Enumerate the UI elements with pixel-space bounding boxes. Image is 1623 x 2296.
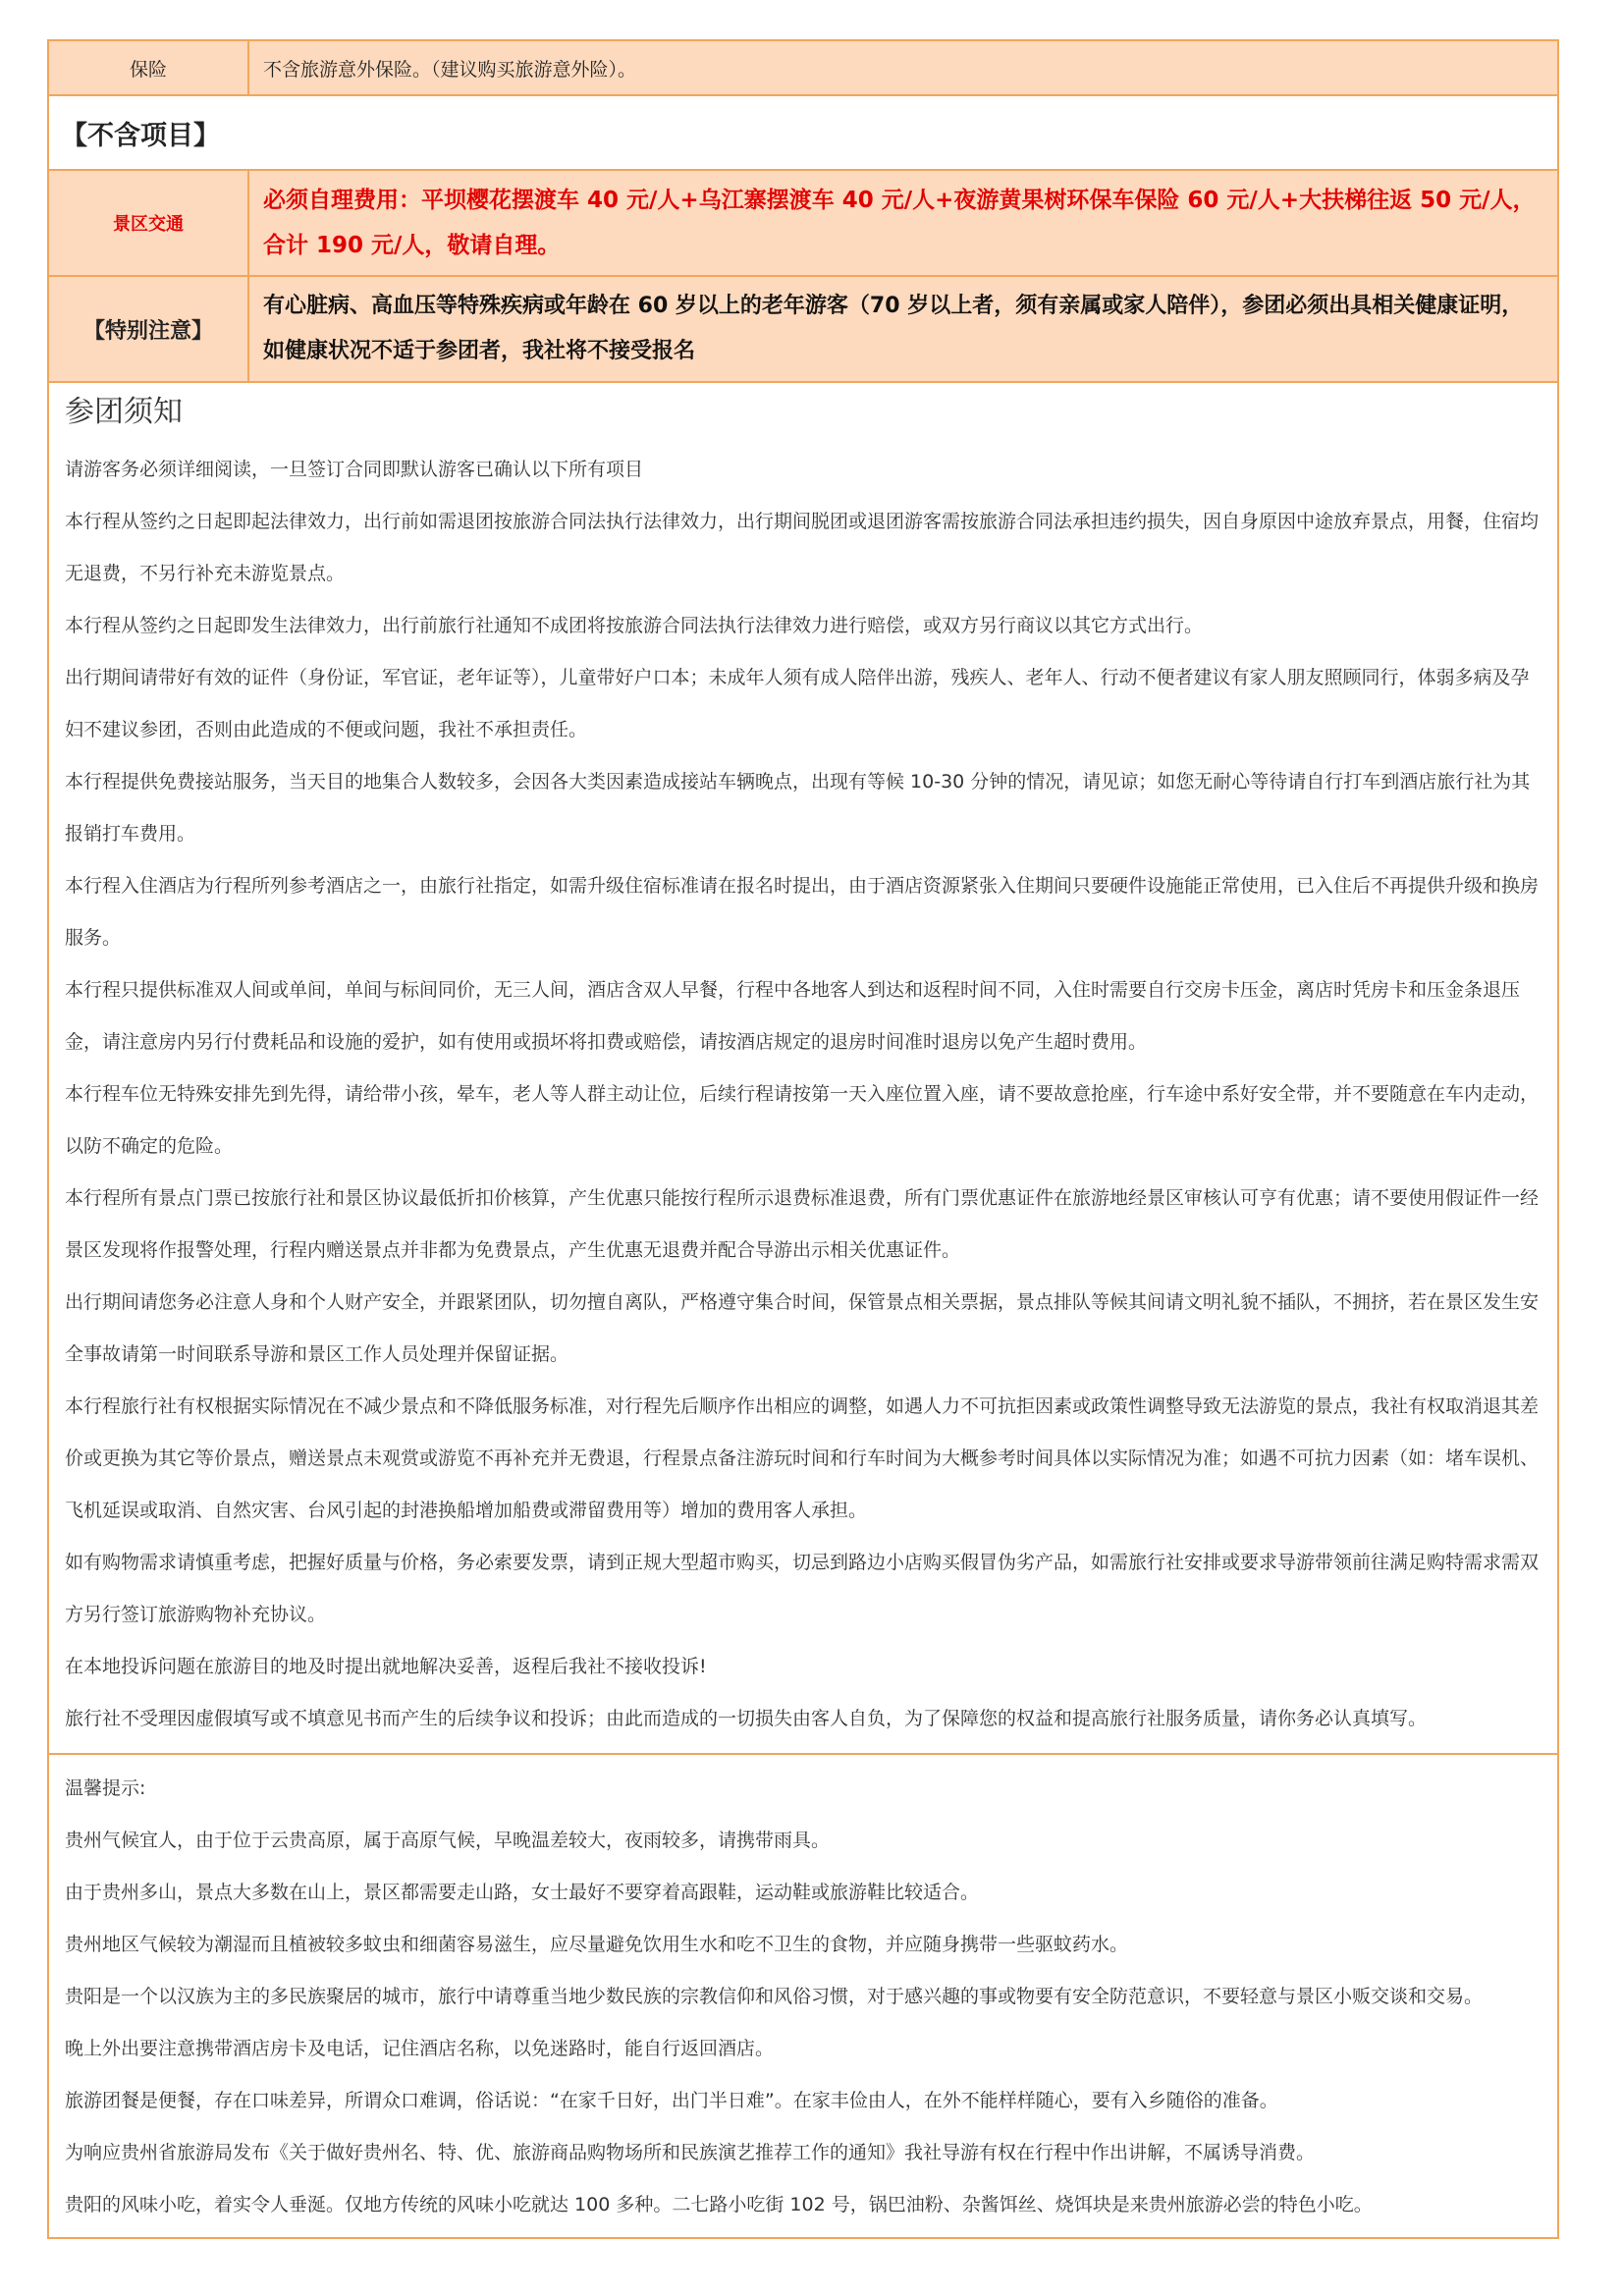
notice-paragraph: 本行程车位无特殊安排先到先得，请给带小孩，晕车，老人等人群主动让位，后续行程请按第一天入座位置入座，请不要故意抢座，行车途中系好安全带，并不要随意在车内走动，以防不确定的危险。 bbox=[65, 1083, 1540, 1157]
tips-title: 温馨提示: bbox=[65, 1777, 146, 1799]
notice-paragraph: 本行程从签约之日起即起法律效力，出行前如需退团按旅游合同法执行法律效力，出行期间脱团或退团游客需按旅游合同法承担违约损失，因自身原因中途放弃景点，用餐，住宿均无退费，不另行补充未游览景点。 bbox=[65, 511, 1540, 584]
notice-paragraph: 本行程只提供标准双人间或单间，单间与标间同价，无三人间，酒店含双人早餐，行程中各地客人到达和返程时间不同，入住时需要自行交房卡压金，离店时凭房卡和压金条退压金，请注意房内另行付费耗品和设施的爱护，如有使用或损坏将扣费或赔偿，请按酒店规定的退房时间准时退房以免产生超时费用。 bbox=[65, 979, 1521, 1053]
excluded-items-heading: 【不含项目】 bbox=[47, 96, 1559, 171]
notice-paragraph: 请游客务必须详细阅读，一旦签订合同即默认游客已确认以下所有项目 bbox=[65, 459, 644, 480]
insurance-value: 不含旅游意外保险。（建议购买旅游意外险）。 bbox=[249, 41, 1557, 94]
insurance-label: 保险 bbox=[49, 41, 249, 94]
document-page bbox=[47, 39, 1559, 2239]
notice-title: 参团须知 bbox=[65, 395, 183, 429]
tips-paragraph: 贵州地区气候较为潮湿而且植被较多蚊虫和细菌容易滋生，应尽量避免饮用生水和吃不卫生的食物，并应随身携带一些驱蚊药水。 bbox=[65, 1934, 1129, 1955]
notice-paragraph: 本行程入住酒店为行程所列参考酒店之一，由旅行社指定，如需升级住宿标准请在报名时提出，由于酒店资源紧张入住期间只要硬件设施能正常使用，已入住后不再提供升级和换房服务。 bbox=[65, 875, 1540, 949]
tips-paragraph: 为响应贵州省旅游局发布《关于做好贵州名、特、优、旅游商品购物场所和民族演艺推荐工作的通知》我社导游有权在行程中作出讲解，不属诱导消费。 bbox=[65, 2142, 1316, 2163]
notice-paragraph: 如有购物需求请慎重考虑，把握好质量与价格，务必索要发票，请到正规大型超市购买，切忌到路边小店购买假冒伪劣产品，如需旅行社安排或要求导游带领前往满足购特需求需双方另行签订旅游购物补充协议。 bbox=[65, 1552, 1540, 1625]
notice-paragraph: 本行程所有景点门票已按旅行社和景区协议最低折扣价核算，产生优惠只能按行程所示退费标准退费，所有门票优惠证件在旅游地经景区审核认可亨有优惠；请不要使用假证件一经景区发现将作报警处理，行程内赠送景点并非都为免费景点，产生优惠无退费并配合导游出示相关优惠证件。 bbox=[65, 1187, 1540, 1261]
special-note-label: 【特别注意】 bbox=[49, 277, 249, 381]
notice-paragraph: 出行期间请您务必注意人身和个人财产安全，并跟紧团队，切勿擅自离队，严格遵守集合时间，保管景点相关票据，景点排队等候其间请文明礼貌不插队，不拥挤，若在景区发生安全事故请第一时间联系导游和景区工作人员处理并保留证据。 bbox=[65, 1291, 1540, 1365]
notice-section bbox=[47, 383, 1559, 1755]
special-note-value: 有心脏病、高血压等特殊疾病或年龄在 60 岁以上的老年游客（70 岁以上者，须有亲属或家人陪伴），参团必须出具相关健康证明，如健康状况不适于参团者，我社将不接受报名 bbox=[249, 277, 1557, 381]
transport-row bbox=[47, 171, 1559, 277]
tips-section bbox=[47, 1755, 1559, 2239]
tips-paragraph: 晚上外出要注意携带酒店房卡及电话，记住酒店名称，以免迷路时，能自行返回酒店。 bbox=[65, 2038, 775, 2059]
transport-label: 景区交通 bbox=[49, 171, 249, 275]
notice-paragraph: 本行程旅行社有权根据实际情况在不减少景点和不降低服务标准，对行程先后顺序作出相应的调整，如遇人力不可抗拒因素或政策性调整导致无法游览的景点，我社有权取消退其差价或更换为其它等价景点，赠送景点未观赏或游览不再补充并无费退，行程景点备注游玩时间和行车时间为大概参考时间具体以实际情况为准；如遇不可抗力因素（如：堵车误机、飞机延误或取消、自然灾害、台风引起的封港换船增加船费或滞留费用等）增加的费用客人承担。 bbox=[65, 1395, 1540, 1521]
tips-paragraph: 旅游团餐是便餐，存在口味差异，所谓众口难调，俗话说：“在家千日好，出门半日难”。在家丰俭由人，在外不能样样随心，要有入乡随俗的准备。 bbox=[65, 2090, 1278, 2111]
tips-paragraph: 贵阳的风味小吃，着实令人垂涎。仅地方传统的风味小吃就达 100 多种。二七路小吃街 102 号，锅巴油粉、杂酱饵丝、烧饵块是来贵州旅游必尝的特色小吃。 bbox=[65, 2194, 1373, 2215]
notice-paragraph: 在本地投诉问题在旅游目的地及时提出就地解决妥善，返程后我社不接收投诉! bbox=[65, 1656, 707, 1677]
notice-paragraph: 本行程提供免费接站服务，当天目的地集合人数较多，会因各大类因素造成接站车辆晚点，出现有等候 10-30 分钟的情况，请见谅；如您无耐心等待请自行打车到酒店旅行社为其报销打车费用。 bbox=[65, 771, 1531, 845]
special-note-row bbox=[47, 277, 1559, 383]
tips-paragraph: 贵阳是一个以汉族为主的多民族聚居的城市，旅行中请尊重当地少数民族的宗教信仰和风俗习惯，对于感兴趣的事或物要有安全防范意识，不要轻意与景区小贩交谈和交易。 bbox=[65, 1986, 1484, 2007]
insurance-row bbox=[47, 39, 1559, 96]
notice-paragraph: 本行程从签约之日起即发生法律效力，出行前旅行社通知不成团将按旅游合同法执行法律效力进行赔偿，或双方另行商议以其它方式出行。 bbox=[65, 615, 1204, 636]
notice-paragraph: 旅行社不受理因虚假填写或不填意见书而产生的后续争议和投诉；由此而造成的一切损失由客人自负，为了保障您的权益和提高旅行社服务质量，请你务必认真填写。 bbox=[65, 1708, 1428, 1729]
notice-paragraph: 出行期间请带好有效的证件（身份证，军官证，老年证等），儿童带好户口本；未成年人须有成人陪伴出游，残疾人、老年人、行动不便者建议有家人朋友照顾同行，体弱多病及孕妇不建议参团，否则由此造成的不便或问题，我社不承担责任。 bbox=[65, 667, 1530, 740]
tips-paragraph: 由于贵州多山，景点大多数在山上，景区都需要走山路，女士最好不要穿着高跟鞋，运动鞋或旅游鞋比较适合。 bbox=[65, 1882, 980, 1903]
tips-paragraph: 贵州气候宜人，由于位于云贵高原，属于高原气候，早晚温差较大，夜雨较多，请携带雨具。 bbox=[65, 1830, 831, 1851]
transport-value: 必须自理费用：平坝樱花摆渡车 40 元/人+乌江寨摆渡车 40 元/人+夜游黄果树环保车保险 60 元/人+大扶梯往返 50 元/人，合计 190 元/人，敬请自理。 bbox=[249, 171, 1557, 275]
